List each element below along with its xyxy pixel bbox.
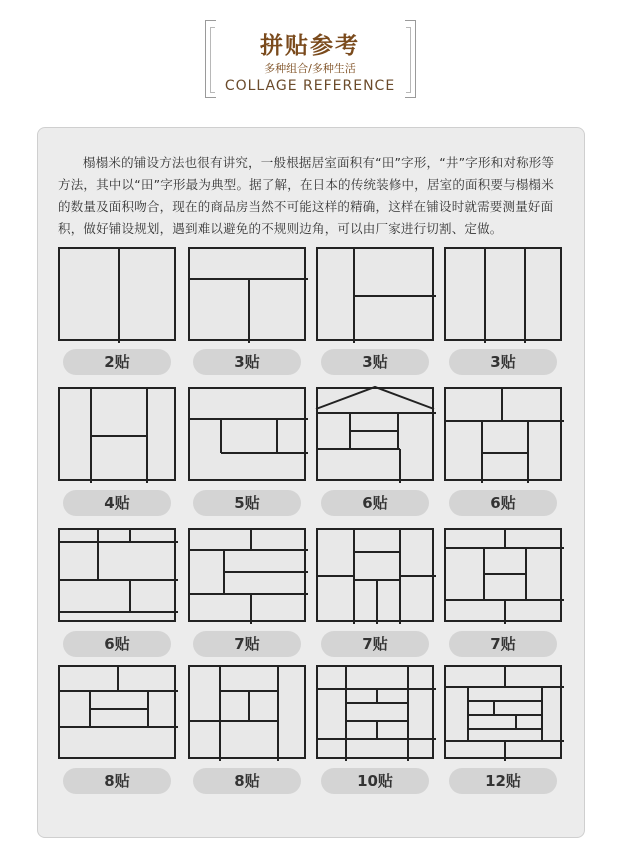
tatami-layout-diagram bbox=[188, 247, 306, 341]
layout-label: 8贴 bbox=[193, 768, 301, 794]
layout-label: 7贴 bbox=[321, 631, 429, 657]
tatami-layout-diagram bbox=[444, 665, 562, 759]
layout-label: 2贴 bbox=[63, 349, 171, 375]
layout-label: 12贴 bbox=[449, 768, 557, 794]
tatami-layout-diagram bbox=[188, 387, 306, 481]
section-title: 拼贴参考 bbox=[260, 33, 360, 59]
layout-label: 8贴 bbox=[63, 768, 171, 794]
tatami-layout-diagram bbox=[58, 665, 176, 759]
tatami-layout-diagram bbox=[444, 528, 562, 622]
tatami-layout-diagram bbox=[58, 247, 176, 341]
tatami-layout-diagram bbox=[316, 528, 434, 622]
tatami-layout-diagram bbox=[316, 665, 434, 759]
roof-shape bbox=[314, 385, 436, 411]
tatami-layout-diagram bbox=[58, 387, 176, 481]
section-subtitle: 多种组合/多种生活 bbox=[264, 62, 356, 75]
tatami-layout-diagram bbox=[188, 665, 306, 759]
layout-label: 3贴 bbox=[449, 349, 557, 375]
layout-label: 5贴 bbox=[193, 490, 301, 516]
layout-label: 6贴 bbox=[449, 490, 557, 516]
layout-label: 6贴 bbox=[321, 490, 429, 516]
layout-label: 7贴 bbox=[193, 631, 301, 657]
tatami-layout-diagram bbox=[316, 247, 434, 341]
layout-label: 6贴 bbox=[63, 631, 171, 657]
layout-label: 4贴 bbox=[63, 490, 171, 516]
tatami-layout-diagram bbox=[58, 528, 176, 622]
layout-label: 10贴 bbox=[321, 768, 429, 794]
section-header bbox=[0, 0, 620, 110]
layout-label: 3贴 bbox=[321, 349, 429, 375]
tatami-layout-diagram bbox=[444, 387, 562, 481]
tatami-layout-diagram bbox=[188, 528, 306, 622]
layout-label: 7贴 bbox=[449, 631, 557, 657]
intro-paragraph: 榻榻米的铺设方法也很有讲究，一般根据居室面积有“田”字形，“井”字形和对称形等方法，其中以“田”字形最为典型。据了解，在日本的传统装修中，居室的面积要与榻榻米的数量及面积吻合，现在的商品房当然不可能这样的精确，这样在铺设时就需要测量好面积，做好铺设规划，遇到难以避免的不规则边角，可以由厂家进行切割、定做。 bbox=[58, 155, 555, 236]
layout-label: 3贴 bbox=[193, 349, 301, 375]
section-english-title: COLLAGE REFERENCE bbox=[224, 78, 396, 94]
tatami-layout-diagram bbox=[444, 247, 562, 341]
